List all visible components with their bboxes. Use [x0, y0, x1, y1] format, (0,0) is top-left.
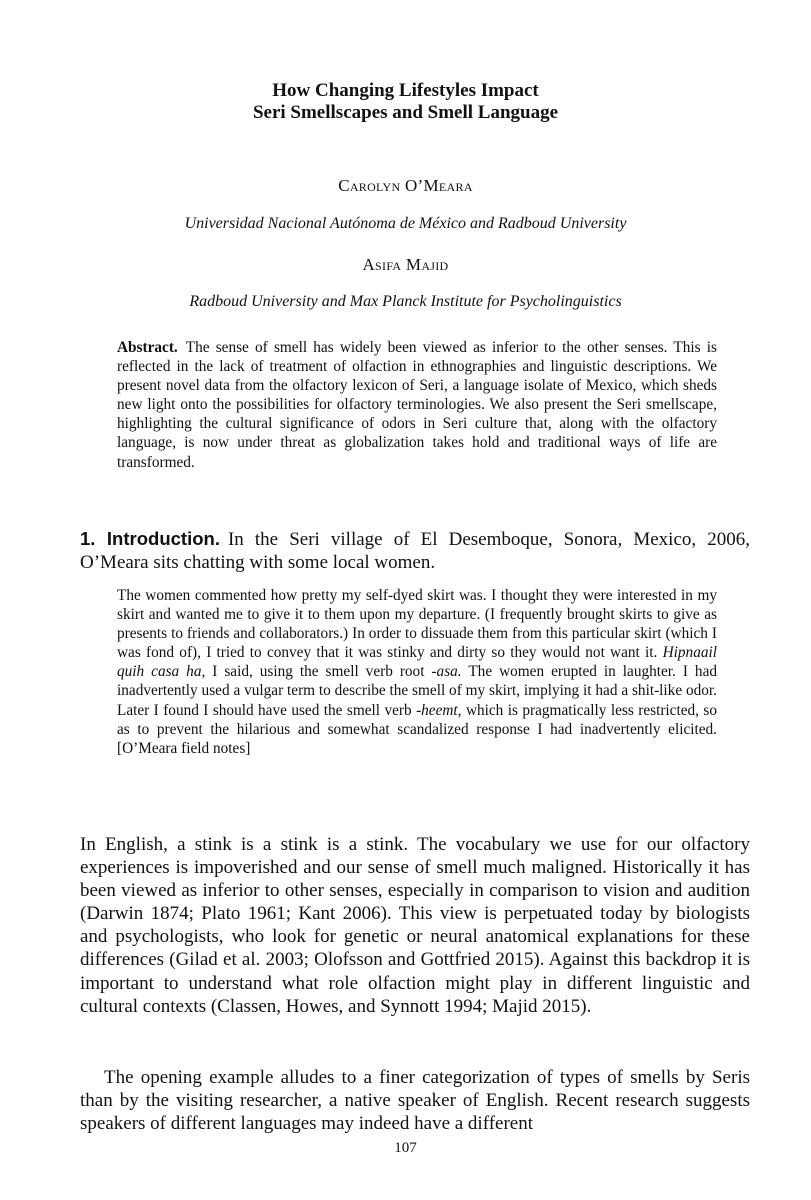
author-name: Asifa Majid	[362, 255, 449, 274]
title-line-1: How Changing Lifestyles Impact	[272, 80, 539, 101]
paragraph-1: In English, a stink is a stink is a stink. The vocabulary we use for our olfactory experiences is impoverished and our sense of smell much maligned. Historically it has been viewed as inferior to other senses, especially in comparison to vision and audition (Darwin 1874; Plato 1961; Kant 2006). This view is perpetuated today by biologists and psychologists, who look for genetic or neural anatomical explanations for these differences (Gilad et al. 2003; Olofsson and Gottfried 2015). Against this backdrop it is important to understand what role olfaction might play in different linguistic and cultural contexts (Classen, Howes, and Synnott 1994; Majid 2015).	[80, 834, 750, 1017]
paper-title	[0, 80, 811, 124]
body-paragraph	[80, 1066, 750, 1135]
seri-phrase: Hipnaail quih casa ha,	[117, 644, 717, 681]
author-affiliation: Universidad Nacional Autónoma de México and Radboud University	[184, 215, 627, 232]
paragraph-2: The opening example alludes to a finer categorization of types of smells by Seris than by the visiting researcher, a native speaker of English. Recent research suggests speakers of different languages may indeed have a different	[80, 1067, 750, 1135]
field-notes-quote	[117, 586, 717, 758]
quote-text: The women erupted in laughter. I had inadvertently used a vulgar term to describe the smell of my skirt, implying it had a shit-like odor. Later I found I should have used the smell verb	[117, 663, 718, 719]
author-affiliation: Radboud University and Max Planck Institute for Psycholinguistics	[189, 293, 622, 310]
seri-root: -asa.	[431, 663, 462, 681]
title-line-2: Seri Smellscapes and Smell Language	[252, 102, 559, 123]
quote-text: I said, using the smell verb root	[212, 663, 425, 681]
quote-text: which is pragmatically less restricted, so as to prevent the hilarious and somewhat scandalized response I had inadvertently elicited. [O’Meara field notes]	[117, 701, 717, 757]
abstract-label: Abstract.	[117, 339, 178, 356]
body-paragraph	[80, 833, 750, 1018]
introduction-text: In the Seri village of El Desemboque, Sonora, Mexico, 2006, O’Meara sits chatting with some local women.	[80, 529, 750, 573]
section-heading: 1. Introduction.	[80, 528, 220, 549]
author-name: Carolyn O’Meara	[338, 176, 473, 195]
abstract	[117, 338, 717, 472]
page-number: 107	[394, 1140, 417, 1156]
abstract-text: The sense of smell has widely been viewed as inferior to the other senses. This is reflected in the lack of treatment of olfaction in ethnographies and linguistic descriptions. We present novel data from the olfactory lexicon of Seri, a language isolate of Mexico, which sheds new light onto the possibilities for olfactory terminologies. We also present the Seri smellscape, highlighting the cultural significance of odors in Seri culture that, along with the olfactory language, is now under threat as globalization takes hold and traditional ways of life are transformed.	[117, 339, 717, 471]
introduction	[80, 527, 750, 574]
seri-root: -heemt,	[416, 701, 462, 719]
quote-text: The women commented how pretty my self-dyed skirt was. I thought they were interested in my skirt and wanted me to give it to them upon my departure. (I frequently brought skirts to give as presents to friends and collaborators.) In order to dissuade them from this particular skirt (which I was fond of), I tried to convey that it was stinky and dirty so they would not want it.	[117, 587, 717, 662]
